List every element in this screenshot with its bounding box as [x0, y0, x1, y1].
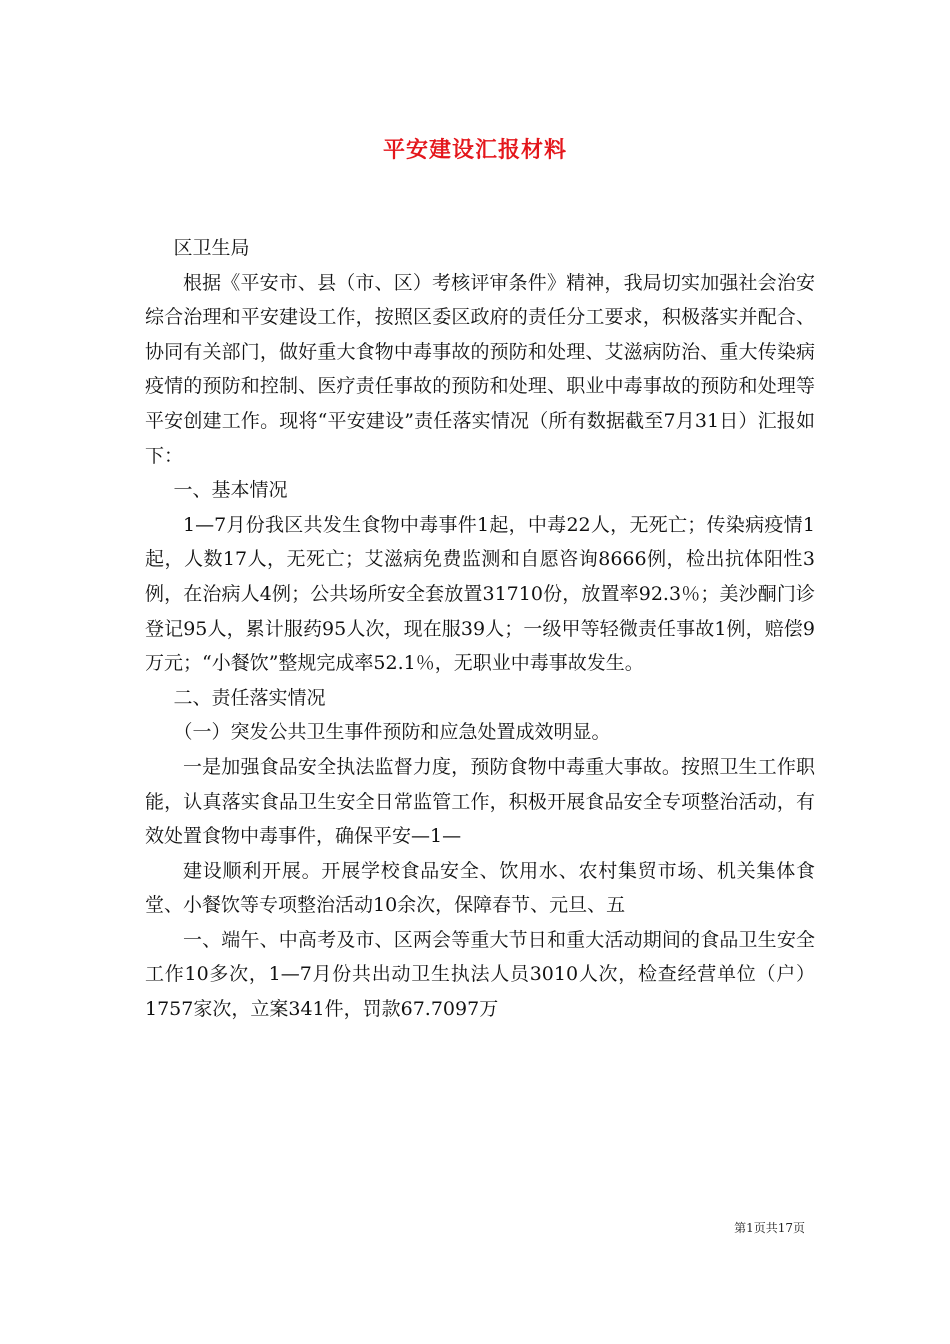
paragraph-food-safety: 一是加强食品安全执法监督力度，预防食物中毒重大事故。按照卫生工作职能，认真落实食品卫生安全日常监管工作，积极开展食品安全专项整治活动，有效处置食物中毒事件，确保平安—1—	[145, 755, 815, 848]
subsection-heading-emergency: （一）突发公共卫生事件预防和应急处置成效明显。	[173, 721, 611, 744]
author-line: 区卫生局	[173, 237, 250, 259]
paragraph-holidays: 一、端午、中高考及市、区两会等重大节日和重大活动期间的食品卫生安全工作10多次，1—7月份共出动卫生执法人员3010人次，检查经营单位（户）1757家次，立案341件，罚款67.7097万	[145, 928, 815, 1021]
document-title: 平安建设汇报材料	[382, 137, 567, 163]
document-body	[145, 231, 815, 1027]
paragraph-intro: 根据《平安市、县（市、区）考核评审条件》精神，我局切实加强社会治安综合治理和平安建设工作，按照区委区政府的责任分工要求，积极落实并配合、协同有关部门，做好重大食物中毒事故的预防和处理、艾滋病防治、重大传染病疫情的预防和控制、医疗责任事故的预防和处理、职业中毒事故的预防和处理等平安创建工作。现将“平安建设”责任落实情况（所有数据截至7月31日）汇报如下：	[145, 271, 815, 467]
page-footer: 第1页共17页	[734, 1221, 805, 1235]
section-heading-basic: 一、基本情况	[173, 479, 288, 502]
paragraph-basic-stats: 1—7月份我区共发生食物中毒事件1起，中毒22人，无死亡；传染病疫情1起，人数17人，无死亡；艾滋病免费监测和自愿咨询8666例，检出抗体阳性3例，在治病人4例；公共场所安全套放置31710份，放置率92.3％；美沙酮门诊登记95人，累计服药95人次，现在服39人；一级甲等轻微责任事故1例，赔偿9万元；“小餐饮”整规完成率52.1％，无职业中毒事故发生。	[145, 513, 815, 675]
paragraph-campaigns: 建设顺利开展。开展学校食品安全、饮用水、农村集贸市场、机关集体食堂、小餐饮等专项整治活动10余次，保障春节、元旦、五	[145, 859, 815, 917]
section-heading-responsibility: 二、责任落实情况	[173, 686, 326, 709]
